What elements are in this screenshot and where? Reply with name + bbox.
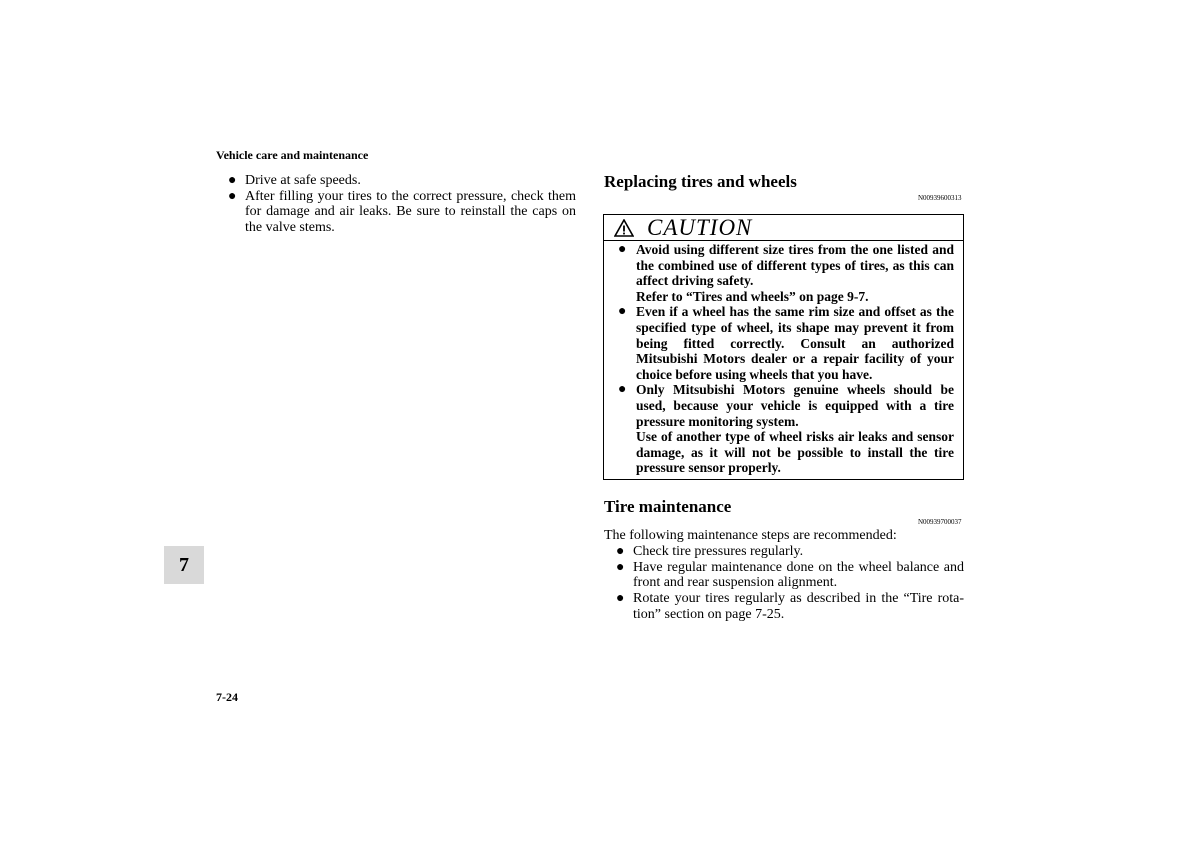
caution-header [604, 215, 963, 241]
caution-item: ● Even if a wheel has the same rim size and offset as the specified type of wheel, its shape may prevent it from being fitted correctly. Consult an authorized Mitsubishi Motors dealer or a repair facility of your choice before using wheels that you have. [618, 304, 954, 382]
caution-item: ● Only Mitsubishi Motors genuine wheels should be used, because your vehicle is equipped with a tire pressure monitoring system. Use of another type of wheel risks air leaks and sensor damage, as it will not be possible to install the tire pressure sensor properly. [618, 382, 954, 476]
chapter-tab: 7 [164, 546, 204, 584]
left-bullet-list [228, 173, 576, 236]
warning-triangle-icon [614, 219, 634, 237]
intro-text: The following maintenance steps are recommended: [604, 528, 897, 543]
section-code: N00939700037 [918, 518, 962, 526]
list-item: ● Rotate your tires regularly as described in the “Tire rota-tion” section on page 7-25. [616, 591, 964, 622]
caution-box [603, 214, 964, 480]
list-item: ● Check tire pressures regularly. [616, 544, 804, 559]
running-header: Vehicle care and maintenance [216, 148, 369, 162]
bullet-icon: ● [228, 188, 237, 204]
section-title-replacing: Replacing tires and wheels [604, 172, 797, 191]
page-number: 7-24 [216, 690, 238, 704]
list-item: ● Drive at safe speeds. [228, 173, 361, 188]
bullet-icon: ● [616, 559, 625, 575]
list-item: ● Have regular maintenance done on the wheel balance and front and rear suspension alignment. [616, 559, 964, 591]
bullet-icon: ● [618, 304, 627, 320]
bullet-icon: ● [228, 173, 237, 188]
bullet-icon: ● [618, 382, 627, 398]
section-title-tire-maintenance: Tire maintenance [604, 497, 732, 516]
maintenance-list [616, 544, 964, 623]
section-code: N00939600313 [918, 194, 962, 202]
bullet-icon: ● [618, 242, 627, 257]
bullet-icon: ● [616, 544, 625, 559]
caution-label: CAUTION [647, 215, 753, 240]
caution-list [618, 242, 954, 476]
caution-item: ● Avoid using different size tires from the one listed and the combined use of different types of tires, as this can affect driving safety. Refer to “Tires and wheels” on page 9-7. [618, 242, 954, 304]
list-item: ● After filling your tires to the correct pressure, check them for damage and air leaks. Be sure to reinstall the caps on the valve stems. [228, 188, 576, 236]
bullet-icon: ● [616, 591, 625, 607]
